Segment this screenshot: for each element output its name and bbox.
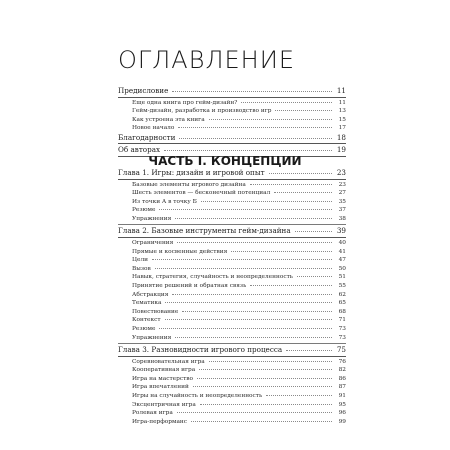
toc-entry-page: 55 — [338, 282, 346, 289]
part-title: ЧАСТЬ I. КОНЦЕПЦИИ — [148, 154, 302, 168]
toc-subentry[interactable] — [118, 107, 346, 116]
toc-entry[interactable] — [118, 226, 346, 236]
dot-leader — [250, 284, 332, 286]
toc-entry-page: 73 — [338, 325, 346, 332]
toc-entry-label: Благодарности — [118, 132, 176, 142]
toc-entry-page: 99 — [338, 418, 346, 425]
toc-entry-label: Ролевая игра — [132, 410, 173, 417]
page-title: ОГЛАВЛЕНИЕ — [118, 46, 295, 74]
toc-entry-page: 17 — [338, 125, 346, 132]
dot-leader — [193, 385, 332, 387]
toc-subentry[interactable] — [118, 189, 346, 198]
toc-entry-page: 51 — [338, 274, 346, 281]
dot-leader — [201, 200, 332, 202]
dot-leader — [172, 293, 332, 295]
toc-entry-label: Прямые и косвенные действия — [132, 248, 228, 255]
chapters-toc — [118, 168, 346, 426]
toc-entry-label: Ограничения — [132, 239, 174, 246]
toc-entry-page: 15 — [338, 116, 346, 123]
toc-entry-label: Контекст — [132, 317, 161, 324]
dot-leader — [250, 183, 332, 185]
toc-entry-page: 39 — [336, 226, 346, 236]
toc-entry-page: 86 — [338, 375, 346, 382]
divider — [118, 356, 346, 357]
toc-entry-page: 38 — [338, 215, 346, 222]
dot-leader — [175, 336, 332, 338]
toc-entry-label: Предисловие — [118, 86, 169, 95]
toc-subentry[interactable] — [118, 308, 346, 317]
dot-leader — [295, 230, 332, 232]
dot-leader — [175, 217, 332, 219]
toc-entry-page: 19 — [336, 145, 346, 155]
dot-leader — [177, 411, 332, 413]
toc-entry-label: Из точки А в точку Б — [132, 198, 197, 205]
toc-subentry[interactable] — [118, 383, 346, 392]
toc-entry-label: Игра впечатлений — [132, 384, 189, 391]
toc-subentry[interactable] — [118, 198, 346, 207]
dot-leader — [209, 360, 332, 362]
dot-leader — [165, 318, 332, 320]
dot-leader — [275, 109, 332, 111]
toc-subentry[interactable] — [118, 256, 346, 265]
toc-entry-label: Резюме — [132, 325, 156, 332]
toc-subentry[interactable] — [118, 299, 346, 308]
toc-entry-label: Игра на мастерство — [132, 375, 194, 382]
dot-leader — [178, 126, 332, 128]
toc-entry-label: Глава 3. Разновидности игрового процесса — [118, 345, 283, 355]
toc-entry-page: 75 — [336, 345, 346, 355]
toc-entry-page: 41 — [338, 248, 346, 255]
toc-entry-page: 13 — [338, 108, 346, 115]
toc-subentry[interactable] — [118, 248, 346, 257]
toc-subentry[interactable] — [118, 99, 346, 108]
dot-leader — [159, 327, 332, 329]
toc-subentry[interactable] — [118, 334, 346, 343]
toc-entry-label: Шесть элементов — бесконечный потенциал — [132, 190, 271, 197]
toc-subentry[interactable] — [118, 418, 346, 427]
toc-entry-page: 50 — [338, 265, 346, 272]
toc-entry-label: Об авторах — [118, 145, 161, 155]
toc-entry-label: Резюме — [132, 207, 156, 214]
dot-leader — [241, 101, 332, 103]
toc-subentry[interactable] — [118, 181, 346, 190]
toc-entry-page: 65 — [338, 300, 346, 307]
toc-entry-page: 91 — [338, 392, 346, 399]
dot-leader — [286, 349, 332, 351]
toc-entry-page: 73 — [338, 334, 346, 341]
toc-entry[interactable] — [118, 86, 346, 96]
toc-subentry[interactable] — [118, 291, 346, 300]
divider — [118, 97, 346, 98]
toc-entry-page: 62 — [338, 291, 346, 298]
toc-entry-page: 68 — [338, 308, 346, 315]
dot-leader — [274, 191, 332, 193]
dot-leader — [152, 258, 332, 260]
dot-leader — [200, 403, 332, 405]
toc-subentry[interactable] — [118, 325, 346, 334]
toc-entry-page: 11 — [336, 86, 346, 95]
toc-entry-label: Новое начало — [132, 125, 175, 132]
toc-subentry[interactable] — [118, 358, 346, 367]
dot-leader — [269, 172, 332, 174]
toc-subentry[interactable] — [118, 116, 346, 125]
dot-leader — [209, 118, 332, 120]
dot-leader — [177, 241, 332, 243]
toc-entry-label: Упражнения — [132, 334, 172, 341]
toc-entry-label: Эксцентричная игра — [132, 401, 196, 408]
toc-subentry[interactable] — [118, 206, 346, 215]
divider — [118, 179, 346, 180]
toc-entry-label: Принятие решений и обратная связь — [132, 282, 247, 289]
toc-entry-label: Абстракция — [132, 291, 169, 298]
toc-entry-page: 35 — [338, 198, 346, 205]
toc-entry-label: Как устроена эта книга — [132, 116, 205, 123]
toc-entry[interactable] — [118, 345, 346, 355]
dot-leader — [165, 301, 332, 303]
toc-entry-label: Вызов — [132, 265, 151, 272]
toc-entry-page: 11 — [338, 99, 346, 106]
toc-subentry[interactable] — [118, 239, 346, 248]
dot-leader — [266, 394, 332, 396]
toc-entry-page: 82 — [338, 367, 346, 374]
toc-entry-page: 47 — [338, 257, 346, 264]
toc-entry-page: 96 — [338, 410, 346, 417]
toc-entry-label: Упражнения — [132, 215, 172, 222]
dot-leader — [182, 310, 332, 312]
toc-entry-page: 40 — [338, 239, 346, 246]
toc-subentry[interactable] — [118, 401, 346, 410]
toc-subentry[interactable] — [118, 392, 346, 401]
toc-entry-page: 23 — [338, 181, 346, 188]
toc-entry-label: Глава 1. Игры: дизайн и игровой опыт — [118, 168, 265, 177]
toc-entry-label: Соревновательная игра — [132, 358, 205, 365]
toc-subentry[interactable] — [118, 215, 346, 224]
divider — [118, 237, 346, 238]
toc-subentry[interactable] — [118, 282, 346, 291]
dot-leader — [199, 368, 332, 370]
toc-entry-page: 37 — [338, 207, 346, 214]
dot-leader — [179, 137, 332, 139]
dot-leader — [155, 267, 332, 269]
toc-entry-label: Игры на случайность и неопределенность — [132, 392, 263, 399]
dot-leader — [297, 275, 332, 277]
toc-subentry[interactable] — [118, 409, 346, 418]
toc-subentry[interactable] — [118, 316, 346, 325]
dot-leader — [159, 208, 332, 210]
toc-entry-label: Глава 2. Базовые инструменты гейм-дизайна — [118, 226, 291, 236]
toc-entry-label: Игра-перформанс — [132, 418, 188, 425]
divider — [118, 224, 346, 225]
toc-subentry[interactable] — [118, 375, 346, 384]
toc-subentry[interactable] — [118, 273, 346, 282]
toc-entry[interactable] — [118, 133, 346, 143]
toc-entry-page: 71 — [338, 317, 346, 324]
toc-entry-page: 95 — [338, 401, 346, 408]
toc-entry-page: 23 — [336, 168, 346, 177]
toc-subentry[interactable] — [118, 124, 346, 133]
toc-entry-label: Тематика — [132, 300, 162, 307]
toc-subentry[interactable] — [118, 265, 346, 274]
toc-entry-label: Цели — [132, 257, 149, 264]
toc-entry-label: Кооперативная игра — [132, 367, 196, 374]
toc-entry-page: 18 — [336, 132, 346, 142]
dot-leader — [191, 420, 332, 422]
dot-leader — [164, 149, 332, 151]
toc-entry-page: 87 — [338, 384, 346, 391]
toc-entry-page: 27 — [338, 190, 346, 197]
toc-entry-label: Повествование — [132, 308, 179, 315]
dot-leader — [172, 90, 332, 92]
toc-entry-label: Гейм-дизайн, разработка и производство игр — [132, 108, 272, 115]
divider — [118, 343, 346, 344]
toc-entry-label: Навык, стратегия, случайность и неопределенность — [132, 274, 293, 281]
toc-subentry[interactable] — [118, 366, 346, 375]
toc-entry-label: Базовые элементы игрового дизайна — [132, 181, 246, 188]
dot-leader — [231, 250, 332, 252]
divider — [118, 143, 346, 144]
toc-entry-label: Еще одна книга про гейм-дизайн? — [132, 99, 238, 106]
toc-entry[interactable] — [118, 168, 346, 178]
front-matter-toc — [118, 86, 346, 158]
dot-leader — [197, 377, 332, 379]
toc-entry-page: 76 — [338, 358, 346, 365]
